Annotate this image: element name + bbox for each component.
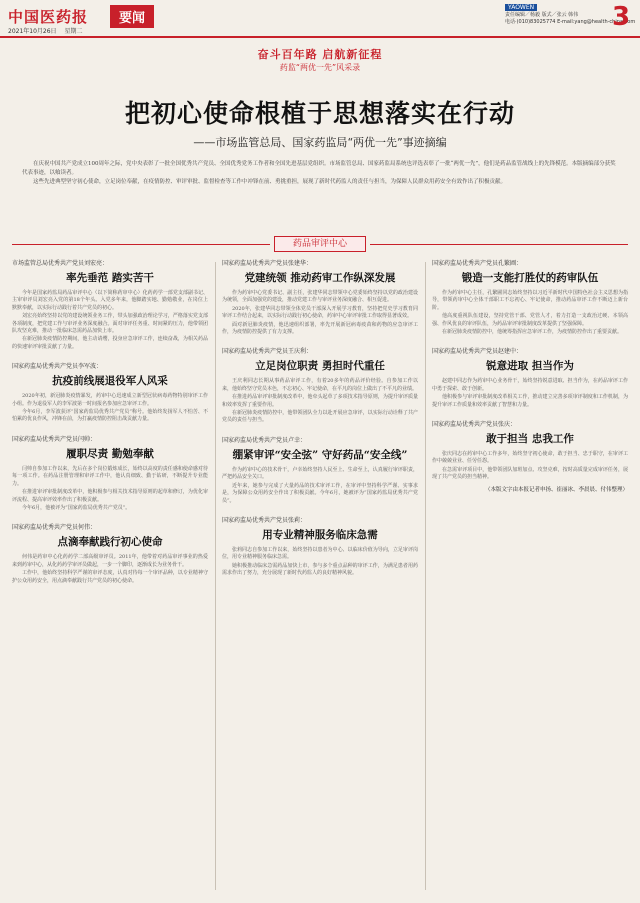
article-paragraph: 刘宏亮始终坚持以党的建设统领业务工作，带头加强政治理论学习，严格落实党支部各项制度，把党建工作与审评业务深度融合。面对审评任务重、时间紧的压力，他带领团队攻坚克难，推动一批临床急需药品加快上市。	[12, 313, 208, 335]
article	[12, 522, 208, 585]
banner-subline: 药监“两优一先”风采录	[279, 63, 361, 72]
article	[12, 434, 208, 512]
article-paragraph: 张莉同志自参加工作以来，始终坚持以患者为中心、以临床价值为导向，立足审评岗位，用专业精神服务临床急需。	[222, 546, 418, 561]
article-headline: 锐意进取 担当作为	[486, 360, 574, 373]
article-headline: 敢于担当 忠我工作	[486, 433, 574, 446]
article-paragraph: 她积极推动临床急需药品加快上市，参与多个重点品种的审评工作，为满足患者用药需求作出了努力，充分展现了新时代药监人的良好精神风貌。	[222, 562, 418, 577]
article-body	[432, 290, 628, 336]
article-headline: 锻造一支能打胜仗的药审队伍	[461, 272, 599, 284]
date-line	[8, 26, 88, 35]
article-headline: 点滴奉献践行初心使命	[57, 536, 163, 549]
article-paragraph: 闫帅自参加工作以来，先后在多个岗位锻炼成长，始终以高度的责任感和使命感对待每一项工作。在药品注册管理和审评工作中，他认真细致、勤于钻研，不断提升专业能力。	[12, 465, 208, 487]
article-paragraph: 作为药审中心的技术骨干，卢幸始终坚持人民至上、生命至上，认真履行审评职责，严把药品安全关口。	[222, 466, 418, 481]
article-paragraph: 作为药审中心主任，孔繁圃同志始终坚持以习近平新时代中国特色社会主义思想为指导，带领药审中心全体干部职工不忘初心、牢记使命，推动药品审评工作不断迈上新台阶。	[432, 290, 628, 311]
column-divider	[215, 262, 216, 890]
article	[222, 435, 418, 505]
main-headline: 把初心使命根植于思想落实在行动	[124, 99, 515, 128]
article	[222, 258, 418, 336]
article-kicker: 国家药监局优秀共产党员王庆利：	[222, 348, 313, 356]
article-body	[12, 290, 208, 351]
article-kicker: 国家药监局优秀共产党员卢幸：	[222, 436, 307, 444]
article-body	[12, 554, 208, 585]
intro-paragraph: 这些先进典型坚守初心使命，立足岗位奉献，在疫情防控、审评审批、监督检查等工作中冲锋在前、勇挑重担，展现了新时代药监人的责任与担当，为保障人民群众用药安全有效作出了积极贡献。	[33, 179, 507, 185]
article-headline: 抗疫前线展退役军人风采	[52, 375, 168, 388]
article-headline: 履职尽责 勤勉奉献	[66, 447, 154, 460]
article-kicker: 国家药监局优秀共产党员李军波：	[12, 363, 103, 371]
intro-text	[22, 160, 618, 188]
article-kicker: 国家药监局优秀共产党员何伟：	[12, 524, 97, 532]
article-kicker: 国家药监局优秀共产党员赵建中：	[432, 348, 523, 356]
article-paragraph: 在新冠肺炎疫情防控中，他统筹指挥应急审评工作，为疫情防控作出了重要贡献。	[442, 329, 623, 336]
article	[432, 258, 628, 336]
article	[222, 515, 418, 578]
article-paragraph: 在推进审评审批制度改革中，他积极参与相关技术指导原则的起草和修订，为优化审评流程、提高审评效率作出了积极贡献。	[12, 489, 208, 503]
article-paragraph: 何伟是药审中心化药药学二部高级审评员。2011年，他带着对药品审评事业的热爱来到药审中心，从化药药学审评员做起，一步一个脚印，逐渐成长为业务骨干。	[12, 554, 208, 568]
article-paragraph: 面对新冠肺炎疫情，他迅速组织部署，率先开展新冠病毒疫苗和药物的应急审评工作，为疫情防控提供了有力支撑。	[222, 321, 418, 336]
article-body	[222, 547, 418, 578]
category-rule-right	[370, 244, 628, 245]
masthead-rule	[0, 36, 640, 38]
column-2	[222, 258, 418, 588]
category-header	[0, 234, 640, 254]
article-body	[432, 378, 628, 409]
article-kicker: 国家药监局优秀共产党员闫帅：	[12, 435, 97, 443]
article-paragraph: 工作中，他始终坚持科学严谨的审评态度，认真对待每一个审评品种，以专业精神守护公众用药安全，用点滴奉献践行共产党员的初心使命。	[12, 570, 208, 584]
article-body	[12, 466, 208, 512]
article	[12, 258, 208, 351]
page-number: 3	[612, 2, 631, 32]
newspaper-logo: 中国医药报	[8, 8, 89, 26]
masthead	[0, 0, 640, 38]
article-paragraph: 今年6月，他被评为“国家药监局优秀共产党员”。	[22, 504, 131, 511]
article-headline: 立足岗位职责 勇担时代重任	[255, 360, 385, 373]
article	[432, 419, 628, 493]
article-paragraph: 在推进药品审评审批制度改革中，他牵头起草了多项技术指导原则，为提升审评质量和效率发挥了重要作用。	[222, 394, 418, 408]
issue-date: 2021年10月26日	[8, 28, 57, 35]
article-kicker: 国家药监局优秀共产党员张庆：	[432, 421, 517, 429]
article-paragraph: 他积极参与审评审批制度改革相关工作，推动建立完善多项审评制度和工作机制，为提升审评工作质量和效率贡献了智慧和力量。	[432, 394, 628, 408]
column-1	[12, 258, 208, 595]
article-kicker: 国家药监局优秀共产党员张莉：	[222, 516, 307, 524]
page-credit: （本版文字由本报记者申扬、崔丽冰、李晨晨、付伟整理）	[484, 486, 628, 493]
article-paragraph: 王庆利同志长期从事药品审评工作，有着20多年的药品评价经验。自参加工作以来，他始终坚守党员本色，不忘初心、牢记使命，在平凡的岗位上做出了不平凡的业绩。	[222, 378, 418, 392]
article-paragraph: 作为药审中心党委书记、副主任，张建华同志带领中心党委始终坚持以党的政治建设为统领，全面加强党的建设，推动党建工作与审评业务深度融合、相互促进。	[222, 290, 418, 304]
article-body	[222, 290, 418, 336]
article-headline: 绷紧审评“安全弦” 守好药品“安全线”	[232, 448, 408, 461]
article-kicker: 国家药监局优秀共产党员张建华：	[222, 260, 313, 267]
article-paragraph: 近年来，她参与完成了大量药品的技术审评工作，在审评中坚持科学严谨、实事求是，为保障公众用药安全作出了积极贡献。今年6月，她被评为“国家药监局优秀共产党员”。	[222, 482, 418, 504]
category-label: 药品审评中心	[274, 236, 366, 252]
article	[12, 361, 208, 424]
article-paragraph: 今年6月，李军波获评“国家药监局优秀共产党员”称号。他始终发扬军人不怕苦、不怕累的优良作风，冲锋在前，为打赢疫情防控阻击战贡献力量。	[12, 409, 208, 423]
article	[432, 346, 628, 409]
editor-credits: 责任编辑／杨毅 版式／张云 韩伟	[505, 12, 579, 18]
contact-info: 电话·(010)83025774 E-mail:yang@health-china.com	[505, 19, 636, 25]
article-kicker: 国家药监局优秀共产党员孔繁圃：	[432, 260, 523, 267]
article-headline: 率先垂范 踏实苦干	[66, 272, 154, 284]
article-paragraph: 2020年，张建华同志带领全体党员干部深入开展学习教育，坚持把党史学习教育同审评工作结合起来，以实际行动践行初心使命，药审中心审评审批工作取得显著成效。	[222, 305, 418, 320]
article-paragraph: 在急需审评项目中，他带领团队加班加点、攻坚克难，按时高质量完成审评任务，展现了共产党员的担当精神。	[432, 466, 628, 481]
intro-paragraph: 在庆祝中国共产党成立100周年之际，党中央表彰了一批全国优秀共产党员、全国优秀党务工作者和全国先进基层党组织。市场监管总局、国家药监局系统也评选表彰了一批“两优一先”，他们是药品监管战线上的先锋模范。本版摘编部分获奖代表事迹，以飨读者。	[22, 161, 616, 176]
issue-weekday: 星期二	[64, 28, 83, 35]
column-divider	[425, 262, 426, 890]
article-paragraph: 在新冠肺炎疫情防控中，他带领团队全力以赴开展应急审评，以实际行动诠释了共产党员的责任与担当。	[222, 410, 418, 424]
section-name: 要闻	[110, 5, 154, 28]
article-paragraph: 今年是国家药监局药品审评中心（以下简称药审中心）化药药学一部党支部副书记、主审审评员刘宏亮入党的第18个年头。入党多年来，他脚踏实地、勤勉敬业，在岗位上默默奉献，以实际行动践行着共产党员的初心。	[12, 290, 208, 311]
article-paragraph: 他高度重视队伍建设，坚持党管干部、党管人才，着力打造一支政治过硬、本领高强、作风优良的审评队伍，为药品审评审批制度改革提供了坚强保障。	[432, 313, 628, 327]
article-kicker: 市场监管总局优秀共产党员刘宏亮：	[12, 260, 109, 267]
article-body	[12, 393, 208, 424]
sub-headline: ——市场监管总局、国家药监局“两优一先”事迹摘编	[193, 136, 447, 149]
article-body	[222, 467, 418, 505]
edition-tag: YAOWEN	[505, 4, 537, 11]
article-headline: 用专业精神服务临床急需	[262, 528, 378, 541]
article-paragraph: 张庆同志在药审中心工作多年，始终坚守初心使命，敢于担当、忠于职守，在审评工作中兢兢业业、任劳任怨。	[432, 451, 628, 465]
article-paragraph: 在新冠肺炎疫情防控期间，他主动请缨，投身应急审评工作，连续奋战，为相关药品的快速审评审批贡献了力量。	[12, 336, 208, 350]
article	[222, 346, 418, 424]
category-rule-left	[12, 244, 270, 245]
article-headline: 党建统领 推动药审工作纵深发展	[244, 272, 396, 284]
column-3	[432, 258, 628, 503]
article-paragraph: 赵建中同志作为药审中心业务骨干，始终坚持锐意进取、担当作为，在药品审评工作中勇于探索、敢于创新。	[432, 378, 628, 392]
article-paragraph: 2020年初，新冠肺炎疫情暴发，药审中心迅速成立新型冠状病毒药物特别审评工作小组。作为退役军人的李军波第一时间报名参加应急审评工作。	[12, 393, 208, 407]
article-body	[222, 378, 418, 424]
banner-slogan: 奋斗百年路 启航新征程	[257, 48, 383, 61]
article-body	[432, 451, 628, 482]
